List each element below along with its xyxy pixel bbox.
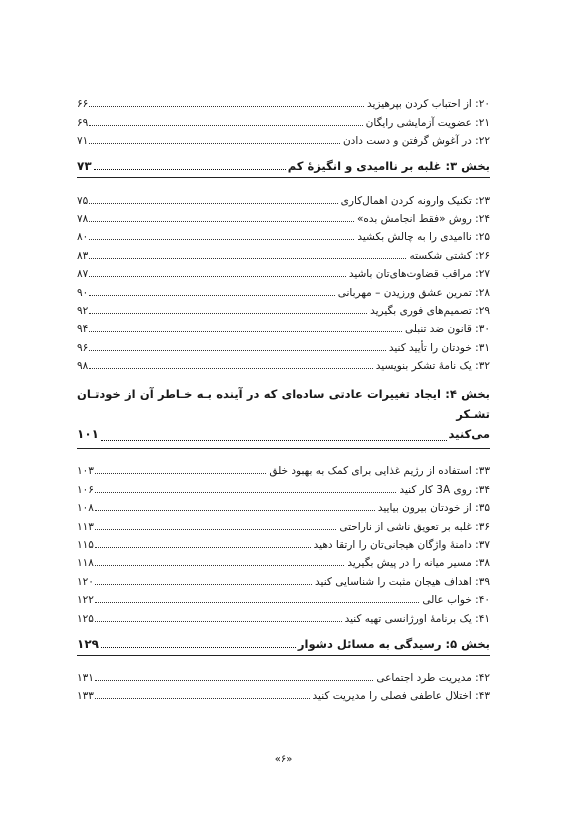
toc-entry[interactable] xyxy=(77,551,490,569)
toc-entry[interactable] xyxy=(77,317,490,335)
section-heading[interactable] xyxy=(77,637,490,656)
toc-entry-page: ۱۰۶ xyxy=(77,483,94,496)
dot-leader xyxy=(95,602,419,603)
dot-leader xyxy=(95,510,375,511)
page-number-footer: «۶» xyxy=(274,754,293,765)
toc-entry-title: ۲۳: تکنیک وارونه کردن اهمال‌کاری xyxy=(340,194,490,207)
dot-leader xyxy=(89,295,334,296)
dot-leader xyxy=(89,143,340,144)
toc-entry[interactable] xyxy=(77,299,490,317)
toc-entry-page: ۷۸ xyxy=(77,212,89,225)
toc-entry-title: ۲۱: عضویت آزمایشی رایگان xyxy=(365,116,490,129)
toc-entry-page: ۷۱ xyxy=(77,135,89,148)
toc-entry[interactable] xyxy=(77,459,490,477)
dot-leader xyxy=(89,239,354,240)
toc-entry-page: ۱۲۵ xyxy=(77,612,94,625)
section-title: بخش ۳: غلبه بر ناامیدی و انگیزۀ کم xyxy=(287,159,490,174)
toc-entry-title: ۳۸: مسیر میانه را در پیش بگیرید xyxy=(347,557,490,570)
toc-entry-title: ۴۰: خواب عالی xyxy=(422,594,490,607)
toc-entry[interactable] xyxy=(77,496,490,514)
toc-entry[interactable] xyxy=(77,207,490,225)
toc-entry-title: ۳۱: خودتان را تأیید کنید xyxy=(388,341,490,354)
toc-entry[interactable] xyxy=(77,354,490,372)
toc-entry[interactable] xyxy=(77,262,490,280)
toc-entry-page: ۱۱۵ xyxy=(77,539,94,552)
dot-leader xyxy=(101,440,447,441)
toc-entry-page: ۱۰۳ xyxy=(77,465,94,478)
dot-leader xyxy=(95,584,312,585)
toc-entry[interactable] xyxy=(77,110,490,128)
toc-entry-page: ۹۰ xyxy=(77,286,89,299)
toc-entry[interactable] xyxy=(77,129,490,147)
section-title: بخش ۵: رسیدگی به مسائل دشوار xyxy=(297,636,490,651)
dot-leader xyxy=(89,258,406,259)
section-page: ۱۲۹ xyxy=(77,636,99,651)
toc-entry-title: ۴۳: اختلال عاطفی فصلی را مدیریت کنید xyxy=(312,690,490,703)
toc-entry[interactable] xyxy=(77,243,490,261)
dot-leader xyxy=(95,698,310,699)
dot-leader xyxy=(89,331,402,332)
toc-entry-title: ۲۲: در آغوش گرفتن و دست دادن xyxy=(342,135,490,148)
dot-leader xyxy=(94,169,286,170)
toc-entry-page: ۱۲۲ xyxy=(77,594,94,607)
section-title-line1: بخش ۴: ایجاد تغییرات عادتی ساده‌ای که در آینده بـه خـاطر آن از خودتـان تشـکر xyxy=(77,387,490,422)
dot-leader xyxy=(89,350,386,351)
dot-leader xyxy=(89,125,362,126)
dot-leader xyxy=(89,313,367,314)
toc-entry-page: ۹۸ xyxy=(77,360,89,373)
section-heading[interactable] xyxy=(77,159,490,178)
spacer xyxy=(77,178,490,188)
spacer xyxy=(77,372,490,384)
toc-entry-page: ۸۳ xyxy=(77,249,89,262)
toc-entry-page: ۱۱۳ xyxy=(77,520,94,533)
toc-entry-title: ۳۵: از خودتان بیرون بیایید xyxy=(377,502,490,515)
toc-entry-title: ۲۸: تمرین عشق ورزیدن – مهربانی xyxy=(337,286,490,299)
toc-entry-title: ۲۹: تصمیم‌های فوری بگیرید xyxy=(370,304,490,317)
section-page: ۱۰۱ xyxy=(77,427,99,442)
toc-entry-page: ۶۶ xyxy=(77,98,89,111)
dot-leader xyxy=(95,680,373,681)
toc-entry[interactable] xyxy=(77,606,490,624)
dot-leader xyxy=(95,565,344,566)
toc-entry-title: ۳۳: استفاده از رژیم غذایی برای کمک به بهبود خلق xyxy=(269,465,490,478)
toc-entry[interactable] xyxy=(77,569,490,587)
toc-entry-page: ۸۰ xyxy=(77,231,89,244)
spacer xyxy=(77,656,490,666)
toc-entry-page: ۸۷ xyxy=(77,268,89,281)
toc-entry[interactable] xyxy=(77,477,490,495)
spacer xyxy=(77,449,490,459)
section-title-line2: می‌کنید xyxy=(448,427,490,442)
toc-entry[interactable] xyxy=(77,280,490,298)
toc-entry-title: ۲۶: کشتی شکسته xyxy=(409,249,490,262)
toc-entry[interactable] xyxy=(77,666,490,684)
toc-entry[interactable] xyxy=(77,92,490,110)
toc-entry-title: ۳۹: اهداف هیجان مثبت را شناسایی کنید xyxy=(315,575,490,588)
toc-entry-title: ۳۲: یک نامۀ تشکر بنویسید xyxy=(375,360,490,373)
toc-entry-page: ۱۱۸ xyxy=(77,557,94,570)
toc-entry[interactable] xyxy=(77,514,490,532)
toc-entry-title: ۳۷: دامنۀ واژگان هیجانی‌تان را ارتقا دهید xyxy=(313,539,490,552)
toc-entry-page: ۱۲۰ xyxy=(77,575,94,588)
spacer xyxy=(77,147,490,159)
toc-entry-page: ۷۵ xyxy=(77,194,89,207)
toc-entry-title: ۲۷: مراقب قضاوت‌های‌تان باشید xyxy=(348,268,490,281)
section-page: ۷۳ xyxy=(77,159,92,174)
toc-entry[interactable] xyxy=(77,684,490,702)
toc-entry-page: ۱۰۸ xyxy=(77,502,94,515)
toc-entry-page: ۹۶ xyxy=(77,341,89,354)
toc-entry[interactable] xyxy=(77,188,490,206)
dot-leader xyxy=(89,276,346,277)
toc-entry-title: ۳۴: روی 3A کار کنید xyxy=(399,483,490,496)
dot-leader xyxy=(89,203,337,204)
dot-leader xyxy=(95,547,311,548)
toc-entry[interactable] xyxy=(77,225,490,243)
toc-entry[interactable] xyxy=(77,533,490,551)
dot-leader xyxy=(95,492,397,493)
toc-entry-title: ۲۰: از احتباب کردن بپرهیزید xyxy=(367,98,490,111)
dot-leader xyxy=(89,106,364,107)
toc-entry-page: ۱۳۳ xyxy=(77,690,94,703)
dot-leader xyxy=(95,529,336,530)
toc-entry-title: ۴۲: مدیریت طرد اجتماعی xyxy=(376,671,490,684)
toc-entry-title: ۲۵: ناامیدی را به چالش بکشید xyxy=(357,231,490,244)
toc-entry-page: ۱۳۱ xyxy=(77,671,94,684)
toc-entry[interactable] xyxy=(77,335,490,353)
toc-entry-title: ۳۶: غلبه بر تعویق ناشی از ناراحتی xyxy=(339,520,490,533)
spacer xyxy=(77,625,490,637)
dot-leader xyxy=(101,647,296,648)
toc-entry-page: ۹۴ xyxy=(77,323,89,336)
toc-entry-page: ۹۲ xyxy=(77,304,89,317)
table-of-contents xyxy=(77,92,490,702)
toc-entry-title: ۲۴: روش «فقط انجامش بده» xyxy=(356,212,490,225)
dot-leader xyxy=(89,221,354,222)
dot-leader xyxy=(89,368,372,369)
dot-leader xyxy=(95,621,342,622)
section-heading[interactable] xyxy=(77,384,490,449)
section-title-line2-row xyxy=(77,424,490,444)
toc-entry[interactable] xyxy=(77,588,490,606)
toc-entry-title: ۳۰: قانون ضد تنبلی xyxy=(404,323,490,336)
toc-entry-page: ۶۹ xyxy=(77,116,89,129)
dot-leader xyxy=(95,473,266,474)
toc-entry-title: ۴۱: یک برنامۀ اورژانسی تهیه کنید xyxy=(344,612,490,625)
